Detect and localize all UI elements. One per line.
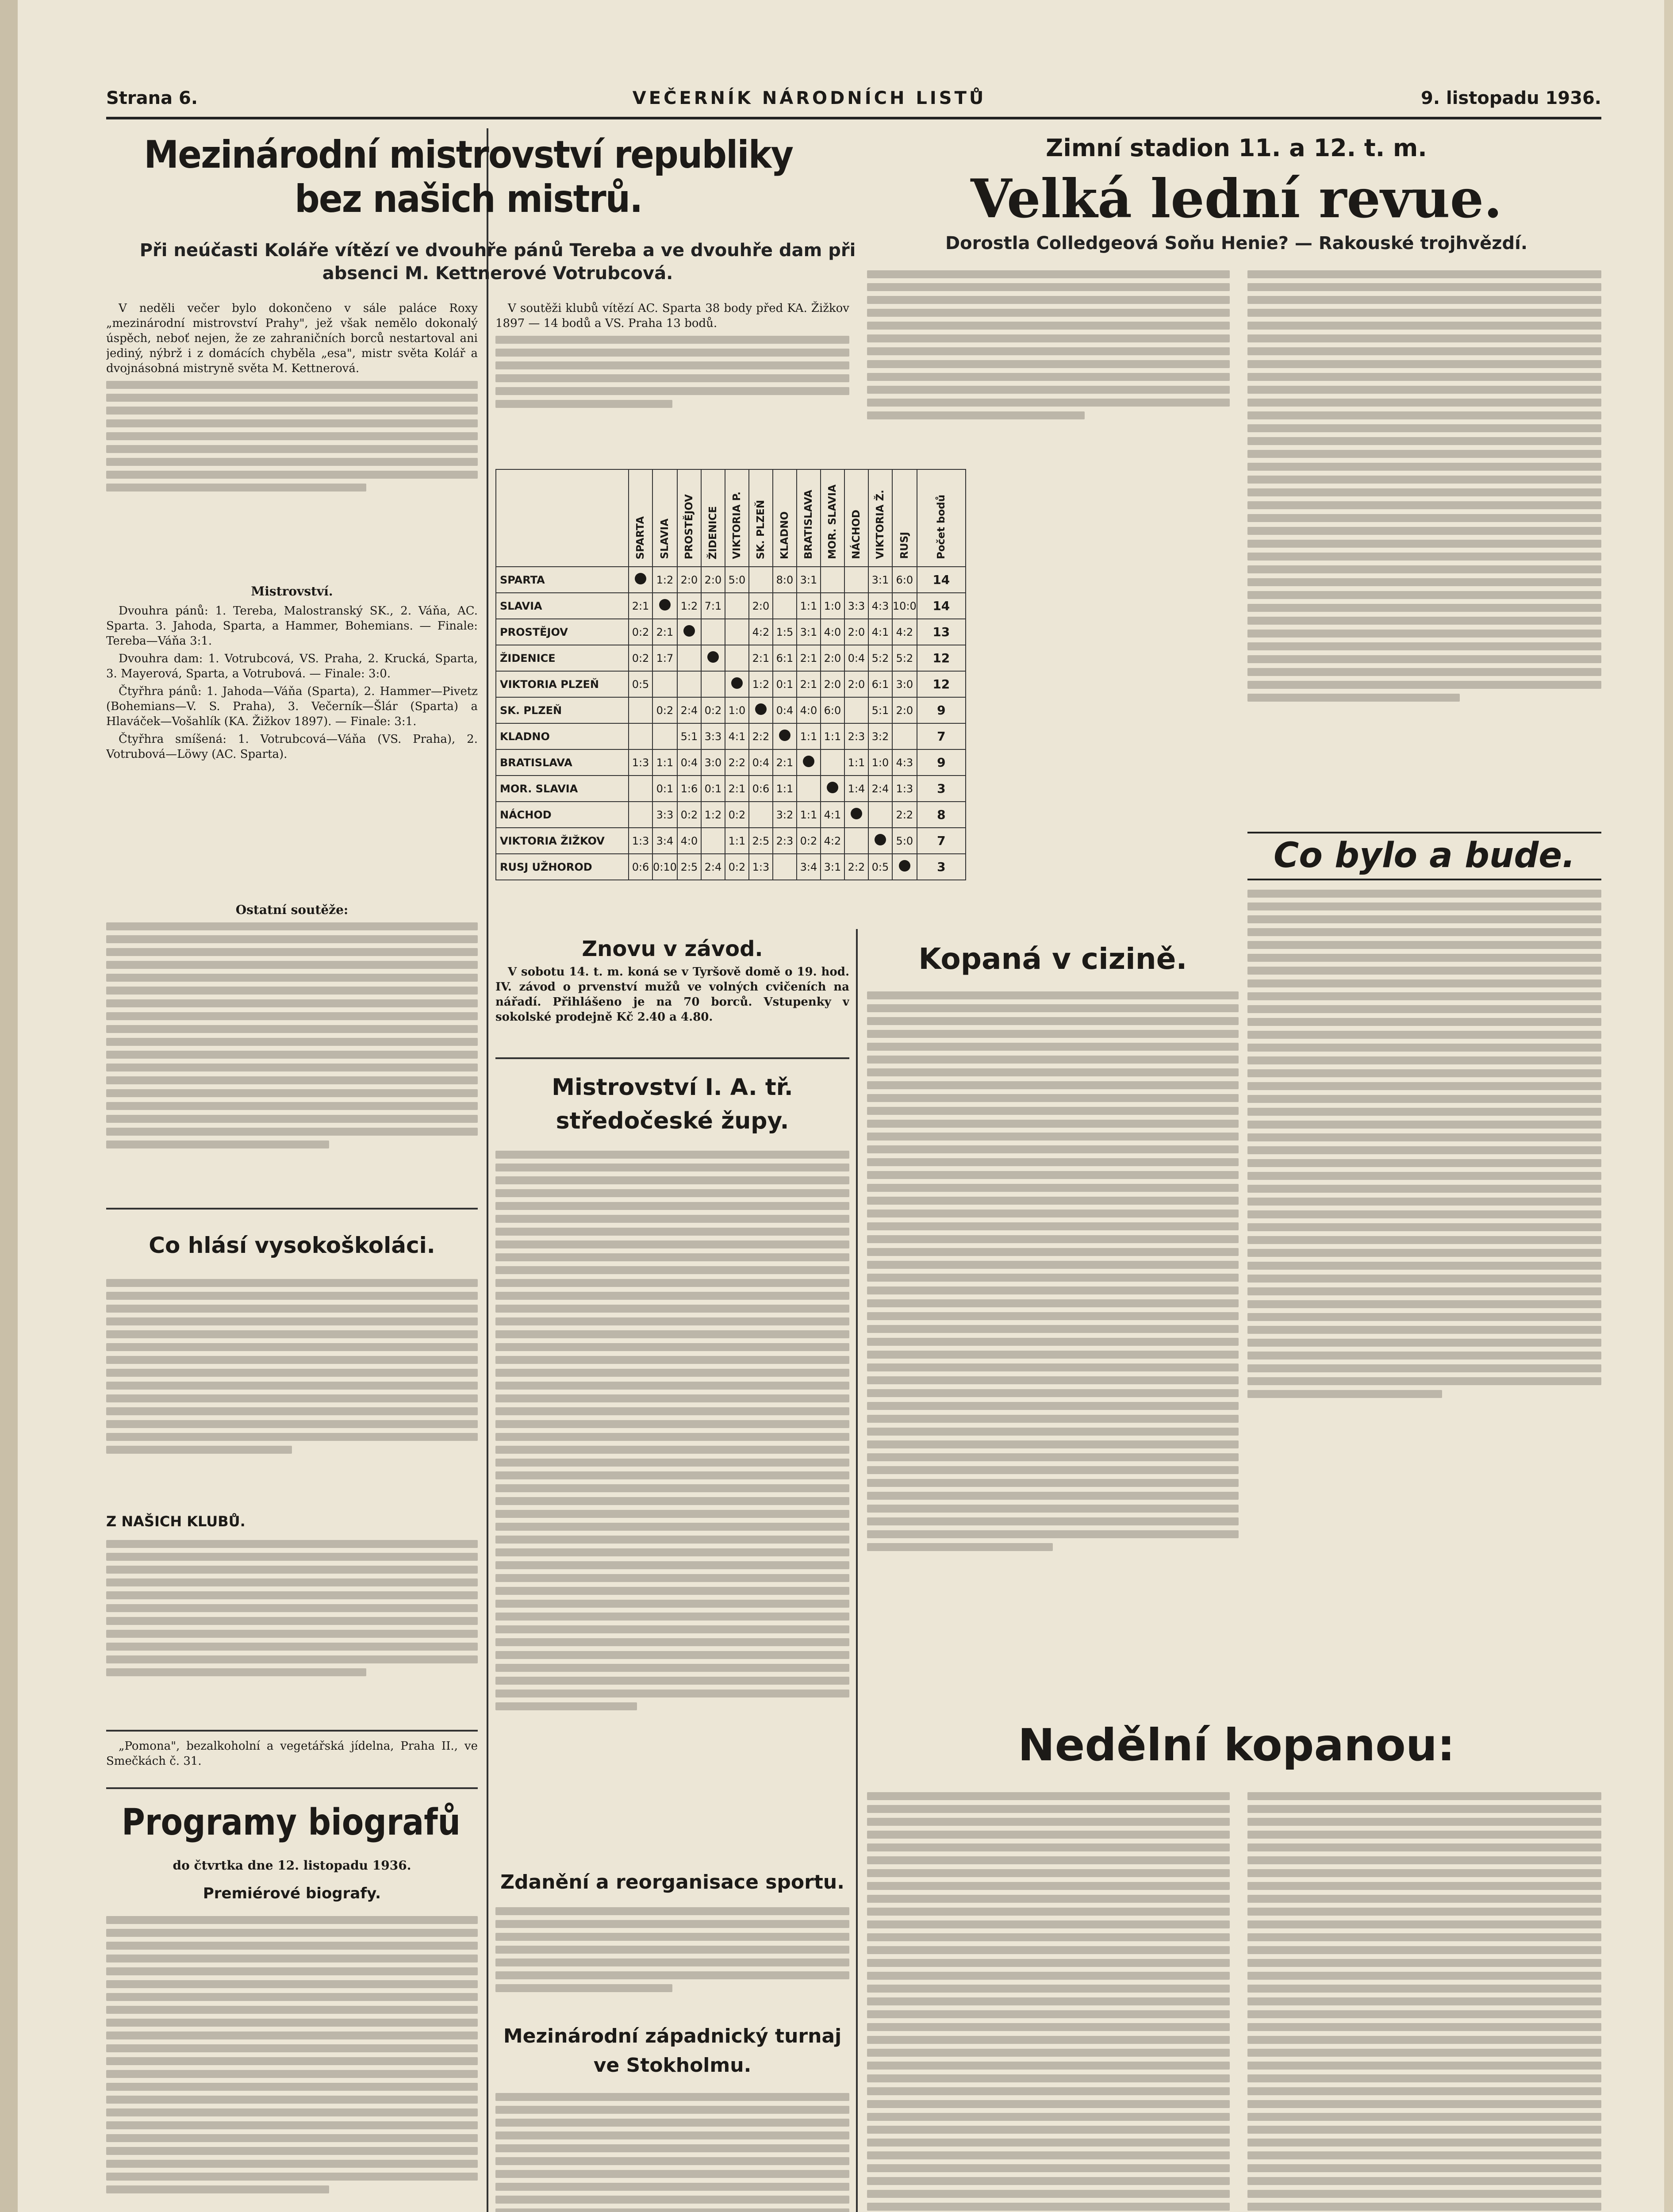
vysokoskolaci-text (106, 1274, 478, 1504)
self-match-dot (659, 599, 671, 611)
programs-date: do čtvrtka dne 12. listopadu 1936. (173, 1858, 411, 1873)
league-points: 14 (917, 593, 966, 619)
league-col-header (701, 469, 725, 567)
league-team: SK. PLZEŇ (496, 697, 629, 723)
champ-results (106, 584, 478, 902)
league-score (652, 593, 677, 619)
league-row (496, 593, 966, 619)
league-points: 12 (917, 645, 966, 671)
nedelni-text-1 (867, 1787, 1230, 2212)
league-col-label: NÁCHOD (850, 510, 862, 559)
league-score (797, 749, 821, 776)
league-score (844, 802, 868, 828)
league-row (496, 567, 966, 593)
league-score: 2:1 (725, 776, 749, 802)
league-col-label: SK. PLZEŇ (755, 499, 767, 559)
league-score (725, 645, 749, 671)
league-points: 14 (917, 567, 966, 593)
league-score: 4:3 (868, 593, 892, 619)
league-score: 6:0 (821, 697, 844, 723)
league-team: ŽIDENICE (496, 645, 629, 671)
premiere-heading-block (106, 1885, 478, 1911)
league-score: 0:2 (652, 697, 677, 723)
league-col-label: SPARTA (635, 516, 646, 559)
league-score: 0:1 (652, 776, 677, 802)
league-score (749, 802, 773, 828)
stadium-text-1 (867, 265, 1230, 460)
stockholm-title: Mezinárodní západnický turnaj ve Stokholmu. (503, 2025, 842, 2077)
league-score: 1:1 (652, 749, 677, 776)
self-match-dot (731, 677, 743, 689)
programs-title-block (106, 1796, 478, 1854)
cobylo-title-block (1247, 832, 1601, 880)
league-col-label: KLADNO (779, 511, 790, 559)
section-ostatni: Ostatní soutěže: (235, 902, 349, 917)
league-score: 6:0 (892, 567, 917, 593)
league-score: 3:3 (844, 593, 868, 619)
league-score: 3:4 (652, 828, 677, 854)
stadium-line-block (867, 133, 1606, 168)
league-score: 1:2 (677, 593, 701, 619)
league-score: 0:2 (629, 645, 652, 671)
league-col-header (725, 469, 749, 567)
pomona-ad (106, 1739, 478, 1778)
league-score: 2:0 (701, 567, 725, 593)
league-score: 3:1 (821, 854, 844, 880)
league-score: 2:0 (844, 671, 868, 697)
league-score: 1:0 (868, 749, 892, 776)
league-score (844, 697, 868, 723)
league-score (868, 828, 892, 854)
league-score (629, 776, 652, 802)
znovu-text: V sobotu 14. t. m. koná se v Tyršově domě o 19. hod. IV. závod o prvenství mužů ve volných cvičeních na nářadí. Přihlášeno je na 70 borců. Vstupenky v sokolské prodejně Kč 2.40 a 4.80. (495, 965, 849, 1024)
league-score: 5:2 (868, 645, 892, 671)
result-1: Dvouhra pánů: 1. Tereba, Malostranský SK., 2. Váňa, AC. Sparta. 3. Jahoda, Sparta, a Hammer, Bohemians. — Finale: Tereba—Váňa 3:1. (106, 604, 478, 648)
champ-intro-text: V neděli večer bylo dokončeno v sále paláce Roxy „mezinárodní mistrovství Prahy", jež však nemělo dokonalý úspěch, neboť nejen, že ze zahraničních borců nestartoval ani jediný, nýbrž i z domácích chyběla „esa", mistr světa Kolář a dvojnásobná mistryně světa M. Kettnerová. (106, 302, 478, 375)
league-team: RUSJ UŽHOROD (496, 854, 629, 880)
league-score: 2:3 (773, 828, 797, 854)
league-score (844, 567, 868, 593)
league-score: 2:2 (749, 723, 773, 749)
self-match-dot (851, 808, 862, 819)
league-score: 1:7 (652, 645, 677, 671)
league-score (677, 645, 701, 671)
league-row (496, 671, 966, 697)
league-row (496, 619, 966, 645)
league-points: 13 (917, 619, 966, 645)
league-score (821, 567, 844, 593)
vysokoskolaci-title-block (106, 1230, 478, 1265)
league-score: 2:5 (749, 828, 773, 854)
league-score (725, 593, 749, 619)
self-match-dot (635, 573, 646, 584)
premiere-list (106, 1911, 478, 2212)
znovu-text-block (495, 964, 849, 1053)
league-score (773, 593, 797, 619)
league-col-label: Počet bodů (935, 495, 947, 559)
league-score: 2:4 (677, 697, 701, 723)
league-score: 8:0 (773, 567, 797, 593)
league-score: 2:0 (821, 645, 844, 671)
league-score: 0:2 (797, 828, 821, 854)
league-score: 1:4 (844, 776, 868, 802)
league-col-label: ŽIDENICE (707, 506, 719, 559)
league-row (496, 723, 966, 749)
league-table (495, 469, 966, 880)
league-col-header (868, 469, 892, 567)
league-score: 10:0 (892, 593, 917, 619)
column-rule (487, 128, 488, 2212)
league-score: 1:1 (797, 723, 821, 749)
league-col-header (917, 469, 966, 567)
league-score (652, 671, 677, 697)
other-competitions (106, 902, 478, 1203)
divider (106, 1787, 478, 1789)
league-score: 2:1 (652, 619, 677, 645)
kopana-title: Kopaná v cizině. (918, 942, 1187, 976)
league-score: 1:3 (629, 828, 652, 854)
league-col-label: SLAVIA (659, 518, 671, 559)
nedelni-title: Nedělní kopanou: (1017, 1719, 1455, 1771)
league-score: 1:6 (677, 776, 701, 802)
league-points: 8 (917, 802, 966, 828)
league-score (701, 828, 725, 854)
league-row (496, 828, 966, 854)
league-score (629, 697, 652, 723)
result-4: Čtyřhra smíšená: 1. Votrubcová—Váňa (VS. Praha), 2. Votrubová—Löwy (AC. Sparta). (106, 733, 478, 761)
league-score: 0:6 (749, 776, 773, 802)
mistr-stc-title-block (495, 1071, 849, 1146)
league-col-header (629, 469, 652, 567)
league-score: 0:1 (701, 776, 725, 802)
league-score: 4:1 (821, 802, 844, 828)
league-score: 0:4 (677, 749, 701, 776)
league-score: 4:0 (677, 828, 701, 854)
self-match-dot (707, 651, 719, 663)
zdaneni-title: Zdanění a reorganisace sportu. (500, 1871, 844, 1893)
league-score: 0:5 (868, 854, 892, 880)
league-score: 1:2 (701, 802, 725, 828)
league-score: 1:1 (821, 723, 844, 749)
result-3: Čtyřhra pánů: 1. Jahoda—Váňa (Sparta), 2. Hammer—Pivetz (Bohemians—V. S. Praha), 3. Večerník—Šlár (Sparta) a Hlaváček—Vošahlík (KA. Žižkov 1897). — Finale: 3:1. (106, 685, 478, 728)
league-row (496, 802, 966, 828)
league-score: 1:3 (629, 749, 652, 776)
league-score: 2:2 (892, 802, 917, 828)
paper-title: VEČERNÍK NÁRODNÍCH LISTŮ (632, 88, 986, 108)
league-score: 1:0 (821, 593, 844, 619)
league-col-label: PROSTĚJOV (683, 494, 695, 559)
league-team: BRATISLAVA (496, 749, 629, 776)
league-row (496, 854, 966, 880)
league-col-label: MOR. SLAVIA (826, 484, 838, 559)
self-match-dot (827, 782, 838, 793)
league-team: VIKTORIA ŽIŽKOV (496, 828, 629, 854)
league-col-header (652, 469, 677, 567)
league-score (677, 671, 701, 697)
league-score: 3:1 (797, 619, 821, 645)
league-col-header (892, 469, 917, 567)
league-score: 0:2 (725, 802, 749, 828)
league-score: 2:2 (725, 749, 749, 776)
champ-subtitle: Při neúčasti Koláře vítězí ve dvouhře pánů Tereba a ve dvouhře dam při absenci M. Kettnerové Votrubcová. (139, 240, 856, 284)
league-score (773, 723, 797, 749)
divider (495, 1057, 849, 1059)
league-score: 0:4 (773, 697, 797, 723)
league-score: 7:1 (701, 593, 725, 619)
league-score: 2:1 (629, 593, 652, 619)
league-score: 3:3 (701, 723, 725, 749)
league-score: 1:2 (749, 671, 773, 697)
league-lead (495, 301, 849, 460)
league-score: 1:1 (844, 749, 868, 776)
league-score (725, 671, 749, 697)
league-score: 2:4 (868, 776, 892, 802)
league-score: 0:5 (629, 671, 652, 697)
stadium-subline-block (867, 230, 1606, 261)
league-score: 4:2 (749, 619, 773, 645)
league-score (701, 671, 725, 697)
stockholm-title-block (495, 2022, 849, 2088)
column-rule (856, 929, 858, 2212)
league-score (701, 645, 725, 671)
self-match-dot (755, 703, 767, 715)
league-score: 1:3 (892, 776, 917, 802)
league-score: 0:2 (629, 619, 652, 645)
kopana-text (867, 987, 1239, 1712)
league-col-header (797, 469, 821, 567)
league-score: 1:3 (749, 854, 773, 880)
league-team: SPARTA (496, 567, 629, 593)
league-score: 2:1 (797, 645, 821, 671)
league-score (749, 697, 773, 723)
self-match-dot (683, 625, 695, 637)
league-score: 3:4 (797, 854, 821, 880)
league-score: 0:2 (677, 802, 701, 828)
league-score: 5:0 (892, 828, 917, 854)
nedelni-title-block (867, 1717, 1606, 1778)
stadium-headline-block (867, 168, 1606, 230)
league-score: 6:1 (868, 671, 892, 697)
cobylo-title: Co bylo a bude. (1274, 836, 1575, 876)
league-score (821, 749, 844, 776)
divider (106, 1730, 478, 1732)
champ-title: Mezinárodní mistrovství republiky bez našich mistrů. (144, 133, 793, 221)
stadium-text-2 (1247, 265, 1601, 823)
stadium-line: Zimní stadion 11. a 12. t. m. (1046, 134, 1427, 162)
league-score: 3:2 (868, 723, 892, 749)
league-score (892, 723, 917, 749)
league-team: NÁCHOD (496, 802, 629, 828)
league-row (496, 749, 966, 776)
znovu-title-block (495, 933, 849, 964)
champ-intro (106, 301, 478, 571)
league-score (629, 723, 652, 749)
league-score: 3:1 (797, 567, 821, 593)
league-points: 7 (917, 723, 966, 749)
league-score: 2:0 (677, 567, 701, 593)
league-score: 2:0 (749, 593, 773, 619)
league-team: VIKTORIA PLZEŇ (496, 671, 629, 697)
league-score: 1:5 (773, 619, 797, 645)
league-team: SLAVIA (496, 593, 629, 619)
pomona-text: „Pomona", bezalkoholní a vegetářská jídelna, Praha II., ve Smečkách č. 31. (106, 1740, 478, 1768)
champ-title-block (106, 133, 898, 243)
league-score: 1:1 (797, 802, 821, 828)
league-col-header (844, 469, 868, 567)
league-score: 3:0 (892, 671, 917, 697)
league-points: 12 (917, 671, 966, 697)
znovu-title: Znovu v závod. (582, 937, 763, 961)
league-score: 4:0 (821, 619, 844, 645)
league-score (749, 567, 773, 593)
league-points: 3 (917, 854, 966, 880)
league-score: 0:10 (652, 854, 677, 880)
league-score: 1:2 (652, 567, 677, 593)
league-score (868, 802, 892, 828)
league-score: 0:6 (629, 854, 652, 880)
zdaneni-title-block (495, 1867, 849, 1902)
league-score: 4:2 (821, 828, 844, 854)
league-score: 0:4 (844, 645, 868, 671)
league-points: 9 (917, 749, 966, 776)
league-score: 0:2 (701, 697, 725, 723)
league-score: 0:2 (725, 854, 749, 880)
league-score: 3:3 (652, 802, 677, 828)
league-score: 1:1 (773, 776, 797, 802)
league-score (629, 802, 652, 828)
section-mistrovstvi: Mistrovství. (251, 584, 333, 599)
league-row (496, 776, 966, 802)
league-points: 7 (917, 828, 966, 854)
league-score: 3:2 (773, 802, 797, 828)
zdaneni-text (495, 1902, 849, 2017)
clubs-title: Z NAŠICH KLUBŮ. (106, 1513, 246, 1530)
league-score: 1:1 (725, 828, 749, 854)
league-score: 2:1 (749, 645, 773, 671)
league-score (701, 619, 725, 645)
league-score: 2:0 (892, 697, 917, 723)
league-score (652, 723, 677, 749)
league-score: 3:0 (701, 749, 725, 776)
stockholm-text (495, 2088, 849, 2212)
vysokoskolaci-title: Co hlásí vysokoškoláci. (149, 1233, 435, 1258)
page-number: Strana 6. (106, 88, 198, 108)
mistr-stc-text (495, 1146, 849, 1863)
league-score: 4:2 (892, 619, 917, 645)
league-score: 5:1 (677, 723, 701, 749)
programs-title: Programy biografů (121, 1801, 460, 1843)
league-score: 4:1 (725, 723, 749, 749)
league-score: 3:1 (868, 567, 892, 593)
league-score: 2:3 (844, 723, 868, 749)
league-score (629, 567, 652, 593)
league-score (677, 619, 701, 645)
stadium-headline: Velká lední revue. (971, 168, 1502, 230)
result-2: Dvouhra dam: 1. Votrubcová, VS. Praha, 2. Krucká, Sparta, 3. Mayerová, Sparta, a Votrubová. — Finale: 3:0. (106, 652, 478, 680)
league-score (773, 854, 797, 880)
league-score: 0:4 (749, 749, 773, 776)
league-score: 4:3 (892, 749, 917, 776)
corner-cell (496, 469, 629, 567)
league-score (844, 828, 868, 854)
league-team: PROSTĚJOV (496, 619, 629, 645)
champ-subtitle-block (106, 239, 889, 292)
league-score: 2:1 (797, 671, 821, 697)
league-score (797, 776, 821, 802)
league-row (496, 645, 966, 671)
league-col-header (749, 469, 773, 567)
league-score: 4:0 (797, 697, 821, 723)
premiere-heading: Premiérové biografy. (203, 1885, 381, 1902)
league-score: 5:0 (725, 567, 749, 593)
league-score: 0:1 (773, 671, 797, 697)
league-score: 2:1 (773, 749, 797, 776)
league-col-label: VIKTORIA P. (731, 492, 743, 559)
league-score: 6:1 (773, 645, 797, 671)
league-points: 9 (917, 697, 966, 723)
league-score (892, 854, 917, 880)
self-match-dot (899, 860, 910, 872)
league-lead-text: V soutěži klubů vítězí AC. Sparta 38 body před KA. Žižkov 1897 — 14 bodů a VS. Praha 13 bodů. (495, 302, 849, 330)
self-match-dot (779, 730, 790, 741)
clubs-text (106, 1535, 478, 1725)
programs-date-block (106, 1858, 478, 1885)
league-score: 1:1 (797, 593, 821, 619)
self-match-dot (875, 834, 886, 845)
league-col-header (773, 469, 797, 567)
league-col-label: BRATISLAVA (802, 489, 814, 559)
league-score: 2:2 (844, 854, 868, 880)
mistr-stc-title: Mistrovství I. A. tř. středočeské župy. (552, 1074, 793, 1134)
league-score: 1:0 (725, 697, 749, 723)
league-col-header (677, 469, 701, 567)
league-header-row (496, 469, 966, 567)
issue-date: 9. listopadu 1936. (1421, 88, 1601, 108)
league-score: 2:0 (821, 671, 844, 697)
league-score: 4:1 (868, 619, 892, 645)
kopana-title-block (867, 938, 1239, 982)
league-points: 3 (917, 776, 966, 802)
league-col-label: RUSJ (898, 532, 910, 559)
league-row (496, 697, 966, 723)
masthead (106, 80, 1601, 119)
league-col-header (821, 469, 844, 567)
league-team: KLADNO (496, 723, 629, 749)
league-score (725, 619, 749, 645)
league-score: 5:1 (868, 697, 892, 723)
league-score: 2:0 (844, 619, 868, 645)
league-score: 2:5 (677, 854, 701, 880)
league-score: 5:2 (892, 645, 917, 671)
league-score (821, 776, 844, 802)
league-team: MOR. SLAVIA (496, 776, 629, 802)
nedelni-text-2 (1247, 1787, 1601, 2212)
stadium-subline: Dorostla Colledgeová Soňu Henie? — Rakouské trojhvězdí. (945, 233, 1528, 253)
cobylo-text (1247, 885, 1601, 1522)
divider (106, 1208, 478, 1210)
self-match-dot (803, 756, 814, 767)
league-col-label: VIKTORIA Ž. (874, 490, 886, 559)
league-score: 2:4 (701, 854, 725, 880)
